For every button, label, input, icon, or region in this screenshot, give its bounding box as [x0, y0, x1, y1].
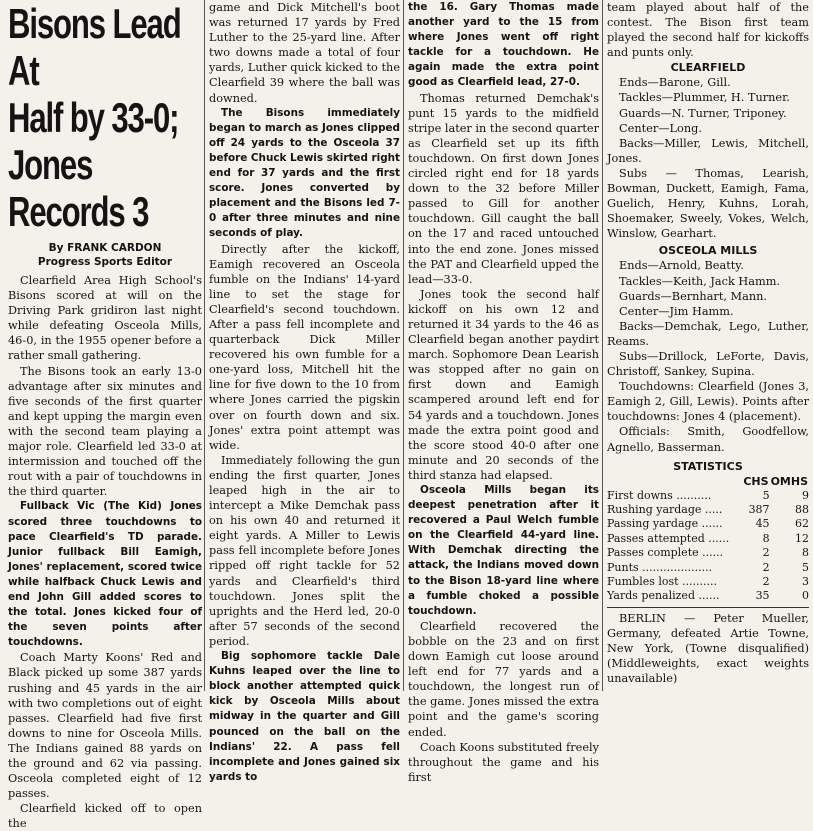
stats-omhs: 9 — [802, 488, 809, 502]
paragraph: Fullback Vic (The Kid) Jones scored three touchdowns to pace Clearfield's TD parade. Junior fullback Bill Eamigh, Jones' replacement, scored twice while halfback Chuck Lewis and end John Gill added scores to the total. Jones kicked four of the seven points after touchdowns. — [8, 500, 202, 649]
headline-line: Bisons Lead At — [8, 0, 181, 94]
divider — [607, 607, 809, 608]
byline-title: Progress Sports Editor — [37, 256, 173, 268]
stats-chs: 2 — [762, 560, 770, 574]
lineup-line: Guards—N. Turner, Triponey. — [619, 106, 787, 120]
clearfield-lineup — [607, 75, 809, 241]
statistics-heading: STATISTICS — [673, 459, 743, 473]
clearfield-heading: CLEARFIELD — [670, 61, 746, 75]
stats-label: Passes complete ...... — [607, 546, 724, 560]
stats-omhs: 62 — [795, 517, 809, 531]
paragraph: Immediately following the gun ending the first quarter, Jones leaped high in the air to intercept a Mike Demchak pass on his own 40 and returned it eight yards. A Miller to Lewis pass fell incomplete before Jones ripped off right tackle for 52 yards and Clearfield's third touchdown. Jones split the uprights and the Herd led, 20-0 after 57 seconds of the second period. — [209, 453, 400, 648]
paragraph: Osceola Mills began its deepest penetration after it recovered a Paul Welch fumble on the Clearfield 44-yard line. With Demchak directing the attack, the Indians moved down to the Bison 18-yard line where a fumble choked a possible touchdown. — [408, 484, 599, 617]
column-4-intro: team played about half of the contest. The Bison first team played the second half for kickoffs and punts only. — [607, 1, 809, 60]
stats-row — [607, 546, 809, 560]
lineup-line: Backs—Miller, Lewis, Mitchell, Jones. — [607, 136, 809, 165]
paragraph: the 16. Gary Thomas made another yard to the 15 from where Jones went off right tackle for a touchdown. He again made the extra point good as Clearfield lead, 27-0. — [408, 1, 599, 89]
paragraph: Coach Koons substituted freely throughout the game and his first — [408, 740, 599, 784]
paragraph: Thomas returned Demchak's punt 15 yards to the midfield stripe later in the second quarter as Clearfield set up its fifth touchdown. On first down Jones circled right end for 18 yards down to the 32 before Miller passed to Gill for another touchdown. Gill caught the ball on the 17 and raced untouched into the end zone. Jones missed the PAT and Clearfield upped the lead—33-0. — [408, 91, 599, 286]
lineup-line: Ends—Barone, Gill. — [619, 76, 731, 90]
osceola-heading: OSCEOLA MILLS — [658, 244, 758, 258]
stats-chs: 35 — [755, 589, 770, 603]
stats-row — [607, 561, 809, 575]
column-4 — [603, 0, 813, 691]
lineup-line: Touchdowns: Clearfield (Jones 3, Eamigh 2, Gill, Lewis). Points after touchdowns: Jones 4 (placement). — [607, 380, 809, 424]
stats-label: Punts .................... — [607, 560, 713, 574]
paragraph: The Bisons immediately began to march as Jones clipped off 24 yards to the Osceola 37 before Chuck Lewis skirted right end for 37 yards and the first score. Jones converted by placement and the Bisons led 7-0 after three minutes and nine seconds of play. — [209, 106, 401, 240]
statistics-table — [607, 474, 809, 604]
lineup-line: Center—Jim Hamm. — [619, 304, 734, 318]
stats-omhs: 3 — [802, 575, 809, 589]
stats-chs: 2 — [762, 546, 770, 560]
stats-row — [607, 589, 809, 603]
stats-omhs: 12 — [795, 531, 809, 545]
paragraph: Clearfield recovered the bobble on the 23 and on first down Eamigh cut loose around left end for 77 yards and a touchdown, the longest run of the game. Jones missed the extra point and the game's scoring ended. — [408, 619, 599, 739]
stats-col-chs: CHS — [743, 474, 769, 488]
paragraph: Clearfield kicked off to open the — [8, 802, 202, 831]
berlin-item: BERLIN — Peter Mueller, Germany, defeated Artie Towne, New York, (Towne disqualified) (Middleweights, exact weights unavailable) — [607, 611, 809, 686]
lineup-line: Ends—Arnold, Beatty. — [619, 259, 744, 273]
stats-col-omhs: OMHS — [770, 474, 808, 488]
stats-omhs: 0 — [802, 589, 809, 603]
paragraph: The Bisons took an early 13-0 advantage after six minutes and five seconds of the first quarter and kept upping the margin even with the second team playing a major role. Clearfield led 33-0 at intermission and touched off the rout with a pair of touchdowns in the third quarter. — [8, 364, 202, 499]
lineup-line: Officials: Smith, Goodfellow, Agnello, Basserman. — [607, 425, 809, 454]
stats-label: Passes attempted ...... — [607, 531, 730, 545]
headline — [8, 0, 208, 235]
column-3-body — [408, 0, 599, 785]
column-2 — [205, 0, 403, 783]
stats-row — [607, 532, 809, 546]
stats-chs: 8 — [762, 531, 770, 545]
stats-label: Passing yardage ...... — [607, 517, 723, 531]
stats-omhs: 5 — [802, 560, 809, 574]
paragraph: Big sophomore tackle Dale Kuhns leaped over the line to block another attempted quick kick by Osceola Mills about midway in the quarter and Gill pounced on the ball on the Indians' 22. A pass fell incomplete and Jones gained six yards to — [209, 650, 400, 783]
stats-omhs: 8 — [802, 546, 809, 560]
column-3 — [404, 0, 602, 784]
stats-row — [607, 503, 809, 517]
lineup-line: Tackles—Plummer, H. Turner. — [619, 91, 790, 105]
paragraph: Clearfield Area High School's Bisons scored at will on the Driving Park gridiron last night while defeating Osceola Mills, 46-0, in the 1955 opener before a rather small gathering. — [8, 274, 202, 363]
stats-label: Fumbles lost .......... — [607, 575, 718, 589]
stats-row — [607, 489, 809, 503]
stats-label: Rushing yardage ..... — [607, 503, 723, 517]
stats-row — [607, 575, 809, 589]
column-1 — [0, 0, 204, 831]
lineup-line: Subs — Thomas, Learish, Bowman, Duckett, Eamigh, Fama, Guelich, Henry, Kuhns, Lorah, Shoemaker, Sweely, Vokes, Welch, Winslow, Gearhart. — [607, 166, 809, 241]
paragraph: Coach Marty Koons' Red and Black picked up some 387 yards rushing and 45 yards in the air with two completions out of eight passes. Clearfield had five first downs to nine for Osceola Mills. The Indians gained 88 yards on the ground and 62 via passing. Osceola completed eight of 12 passes. — [8, 651, 202, 801]
stats-row — [607, 517, 809, 531]
byline-name: By FRANK CARDON — [48, 242, 162, 254]
lineup-line: Subs—Drillock, LeForte, Davis, Christoff, Sankey, Supina. — [607, 349, 809, 379]
stats-chs: 45 — [755, 517, 770, 531]
paragraph: Directly after the kickoff, Eamigh recovered an Osceola fumble on the Indians' 14-yard line to set the stage for Clearfield's second touchdown. After a pass fell incomplete and quarterback Dick Miller recovered his own fumble for a one-yard loss, Mitchell hit the line for five down to the 10 from where Jones carried the pigskin over on fourth down and six. Jones' extra point attempt was wide. — [209, 242, 400, 452]
lineup-line: Tackles—Keith, Jack Hamm. — [619, 274, 781, 288]
lineup-line: Center—Long. — [619, 121, 702, 135]
stats-label: First downs .......... — [607, 488, 712, 502]
stats-chs: 5 — [762, 488, 770, 502]
osceola-lineup — [607, 258, 809, 454]
headline-line: Half by 33-0; — [8, 94, 179, 141]
lineup-line: Guards—Bernhart, Mann. — [619, 289, 768, 303]
paragraph: game and Dick Mitchell's boot was returned 17 yards by Fred Luther to the 25-yard line. After two downs made a total of four yards, Luther quick kicked to the Clearfield 39 where the ball was downed. — [209, 1, 400, 105]
stats-label: Yards penalized ...... — [607, 589, 720, 603]
column-2-body — [209, 0, 400, 785]
stats-chs: 387 — [748, 503, 770, 517]
lineup-line: Backs—Demchak, Lego, Luther, Reams. — [607, 319, 809, 348]
stats-chs: 2 — [762, 575, 770, 589]
headline-line: Jones Records 3 — [8, 141, 149, 235]
paragraph: Jones took the second half kickoff on his own 12 and returned it 34 yards to the 46 as Clearfield began another paydirt march. Sophomore Dean Learish was stopped after no gain on first down and Eamigh scampered around left end for 54 yards and a touchdown. Jones made the extra point good and the score stood 40-0 after one minute and 20 seconds of the third stanza had elapsed. — [408, 287, 599, 482]
column-1-body — [8, 273, 202, 831]
stats-omhs: 88 — [795, 503, 809, 517]
